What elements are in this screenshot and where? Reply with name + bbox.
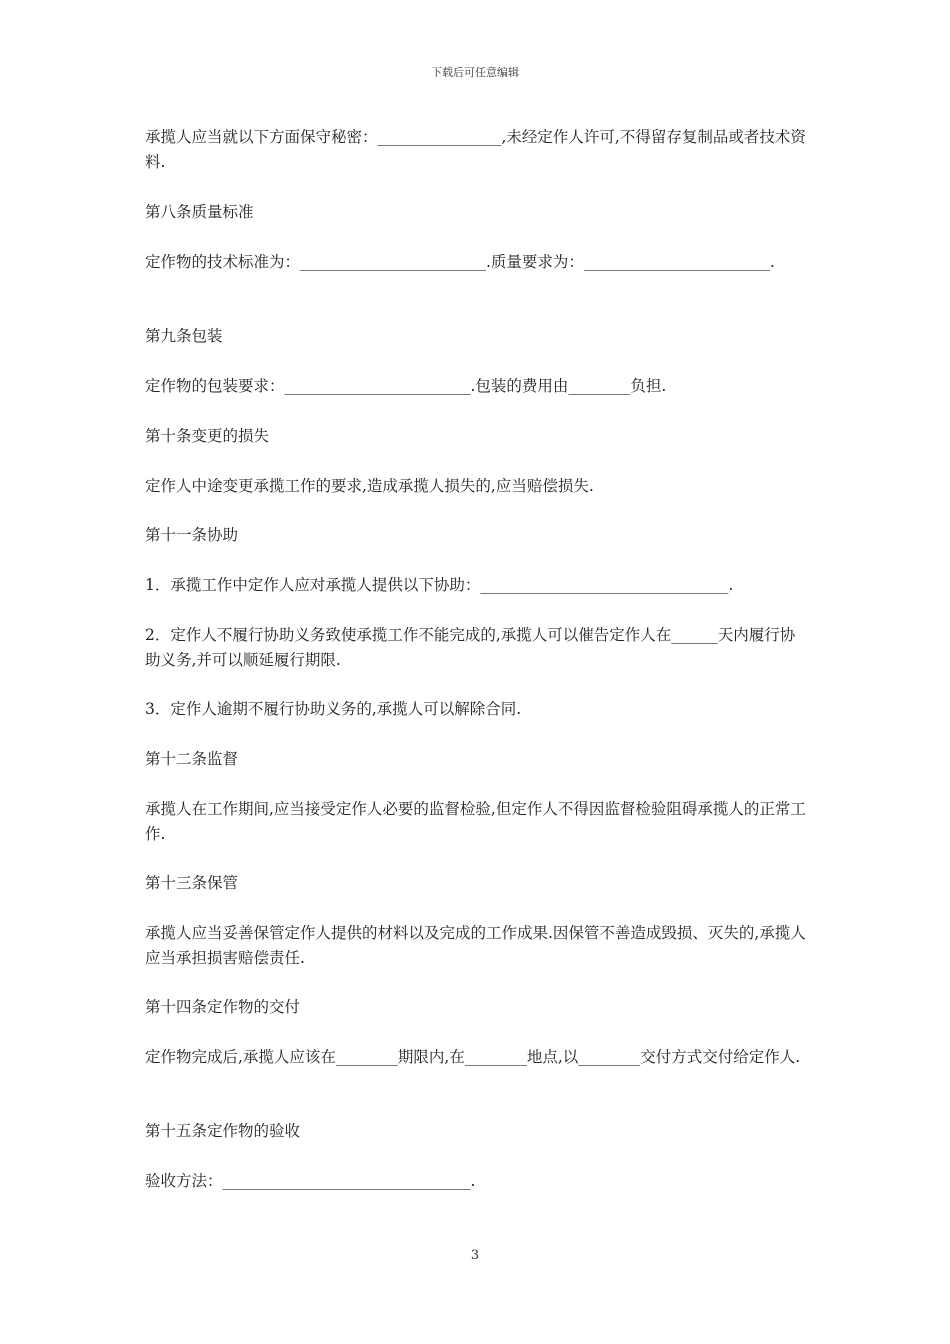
paragraph-acceptance: [145, 1169, 810, 1194]
section-heading: 第十四条定作物的交付: [145, 998, 301, 1016]
paragraph-text: 承揽人应当妥善保管定作人提供的材料以及完成的工作成果.因保管不善造成毁损、灭失的,承揽人应当承担损害赔偿责任.: [145, 924, 806, 967]
heading-article-15: [145, 1119, 810, 1144]
paragraph-assist-3: [145, 697, 810, 722]
paragraph-change-loss: [145, 474, 810, 499]
section-heading: 第十五条定作物的验收: [145, 1122, 301, 1140]
paragraph-packaging: [145, 374, 810, 399]
paragraph-text: 验收方法：________________________________.: [145, 1172, 476, 1190]
section-heading: 第八条质量标准: [145, 203, 254, 221]
paragraph-assist-2: [145, 623, 810, 673]
paragraph-custody: [145, 921, 810, 971]
paragraph-text: 定作人中途变更承揽工作的要求,造成承揽人损失的,应当赔偿损失.: [145, 477, 594, 495]
heading-article-11: [145, 523, 810, 548]
page-number: 3: [470, 1248, 480, 1263]
section-heading: 第九条包装: [145, 327, 223, 345]
section-heading: 第十条变更的损失: [145, 427, 270, 445]
paragraph-supervision: [145, 797, 810, 847]
paragraph-text: 3．定作人逾期不履行协助义务的,承揽人可以解除合同.: [145, 700, 522, 718]
section-heading: 第十二条监督: [145, 750, 239, 768]
paragraph-assist-1: [145, 573, 810, 598]
heading-article-14: [145, 995, 810, 1020]
paragraph-text: 1．承揽工作中定作人应对承揽人提供以下协助：________________________________.: [145, 576, 734, 594]
heading-article-10: [145, 424, 810, 449]
section-heading: 第十一条协助: [145, 526, 239, 544]
paragraph-text: 2．定作人不履行协助义务致使承揽工作不能完成的,承揽人可以催告定作人在______天内履行协助义务,并可以顺延履行期限.: [145, 626, 796, 669]
paragraph-text: 定作物完成后,承揽人应该在________期限内,在________地点,以________交付方式交付给定作人.: [145, 1048, 801, 1066]
heading-article-13: [145, 871, 810, 896]
heading-article-9: [145, 324, 810, 349]
paragraph-text: 定作物的技术标准为：________________________.质量要求为：________________________.: [145, 253, 775, 271]
paragraph-text: 承揽人在工作期间,应当接受定作人必要的监督检验,但定作人不得因监督检验阻碍承揽人的正常工作.: [145, 800, 806, 843]
paragraph-text: 定作物的包装要求：________________________.包装的费用由________负担.: [145, 377, 667, 395]
paragraph-confidentiality: [145, 125, 810, 175]
section-heading: 第十三条保管: [145, 874, 239, 892]
paragraph-quality-standard: [145, 250, 810, 275]
page-header: 下载后可任意编辑: [431, 66, 519, 79]
heading-article-8: [145, 200, 810, 225]
heading-article-12: [145, 747, 810, 772]
paragraph-text: 承揽人应当就以下方面保守秘密：________________,未经定作人许可,不得留存复制品或者技术资料.: [145, 128, 806, 171]
paragraph-delivery: [145, 1045, 810, 1070]
